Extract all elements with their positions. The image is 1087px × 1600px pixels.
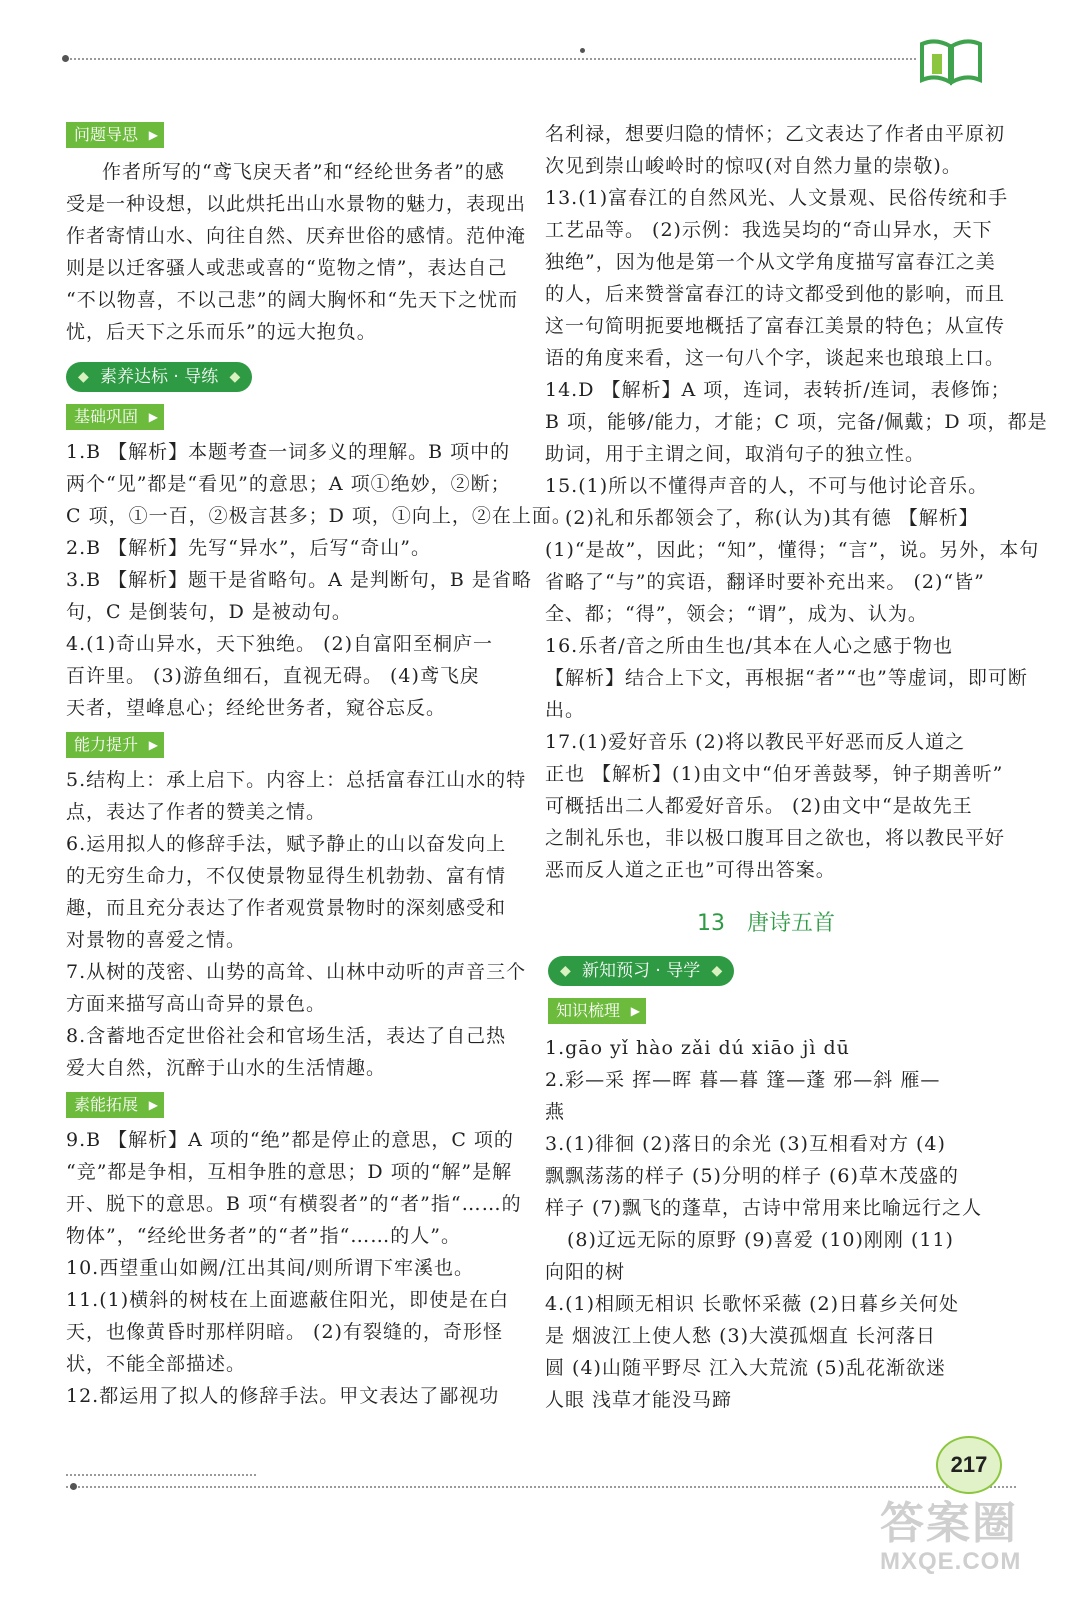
diamond-icon: ◆	[711, 963, 723, 979]
text-line: 飘飘荡荡的样子 (5)分明的样子 (6)草木茂盛的	[545, 1165, 959, 1187]
text-line: 状，不能全部描述。	[66, 1353, 247, 1375]
text-line: 16.乐者/音之所由生也/其本在人心之感于物也	[545, 635, 954, 657]
text-line: 7.从树的茂密、山势的高耸、山林中动听的声音三个	[66, 961, 527, 983]
watermark-url: MXQE.COM	[880, 1548, 1022, 1575]
text-line: (8)辽远无际的原野 (9)喜爱 (10)刚刚 (11)	[567, 1229, 954, 1251]
text-line: 全、都；“得”，领会；“谓”，成为、认为。	[545, 603, 928, 625]
text-line: 13.(1)富春江的自然风光、人文景观、民俗传统和手	[545, 187, 1009, 209]
banner-suyang-dabiao	[66, 362, 252, 392]
text-line: 3.(1)徘徊 (2)落日的余光 (3)互相看对方 (4)	[545, 1133, 946, 1155]
text-line: 圆 (4)山随平野尽 江入大荒流 (5)乱花渐欲迷	[545, 1357, 946, 1379]
text-line: 对景物的喜爱之情。	[66, 929, 247, 951]
text-line: 可概括出二人都爱好音乐。 (2)由文中“是故先王	[545, 795, 973, 817]
text-line: 的人，后来赞誉富春江的诗文都受到他的影响，而且	[545, 283, 1006, 305]
text-line: 天者，望峰息心；经纶世务者，窥谷忘反。	[66, 697, 447, 719]
text-line: 助词，用于主谓之间，取消句子的独立性。	[545, 443, 926, 465]
text-line: 方面来描写高山奇异的景色。	[66, 993, 327, 1015]
text-line: 4.(1)奇山异水，天下独绝。 (2)自富阳至桐庐一	[66, 633, 493, 655]
text-line: 正也 【解析】(1)由文中“伯牙善鼓琴，钟子期善听”	[545, 763, 1004, 785]
footer-dotted-rule-short	[66, 1474, 256, 1476]
lesson-number: 13	[697, 911, 725, 936]
text-line: 之制礼乐也，非以极口腹耳目之欲也，将以教民平好	[545, 827, 1006, 849]
tag-jichu-gonggu: 基础巩固 ▶	[66, 404, 164, 430]
diamond-icon: ◆	[78, 369, 89, 385]
text-line: 燕	[545, 1101, 566, 1123]
text-line: 是 烟波江上使人愁 (3)大漠孤烟直 长河落日	[545, 1325, 937, 1347]
text-line: 天，也像黄昏时那样阴暗。 (2)有裂缝的，奇形怪	[66, 1321, 503, 1343]
text-line: 物体”，“经纶世务者”的“者”指“……的人”。	[66, 1225, 461, 1247]
text-line: 11.(1)横斜的树枝在上面遮蔽住阳光，即使是在白	[66, 1289, 510, 1311]
text-line: 次见到崇山峻岭时的惊叹(对自然力量的崇敬)。	[545, 155, 962, 177]
book-icon	[918, 36, 984, 86]
text-line: 4.(1)相顾无相识 长歌怀采薇 (2)日暮乡关何处	[545, 1293, 960, 1315]
text-line: “竞”都是争相，互相争胜的意思；D 项的“解”是解	[66, 1161, 513, 1183]
text-line: 恶而反人道之正也”可得出答案。	[545, 859, 836, 881]
text-line: 6.运用拟人的修辞手法，赋予静止的山以奋发向上	[66, 833, 507, 855]
text-line: 百许里。 (3)游鱼细石，直视无碍。 (4)鸢飞戾	[66, 665, 480, 687]
text-line: 2.B 【解析】先写“异水”，后写“奇山”。	[66, 537, 431, 559]
text-line: 则是以迁客骚人或悲或喜的“览物之情”，表达自己	[66, 257, 508, 279]
lesson-title	[697, 906, 857, 937]
text-line: (2)礼和乐都领会了，称(认为)其有德 【解析】	[565, 507, 979, 529]
page-number: 217	[936, 1436, 1002, 1494]
text-line: 点，表达了作者的赞美之情。	[66, 801, 327, 823]
tag-suneng-tuozhan: 素能拓展 ▶	[66, 1092, 164, 1118]
text-line: 9.B 【解析】A 项的“绝”都是停止的意思，C 项的	[66, 1129, 514, 1151]
text-line: 【解析】结合上下文，再根据“者”“也”等虚词，即可断	[545, 667, 1028, 689]
banner-label: 素养达标 · 导练	[100, 367, 219, 387]
pinyin-line: 1.gāo yǐ hào zǎi dú xiāo jì dū	[545, 1037, 850, 1059]
text-line: 1.B 【解析】本题考查一词多义的理解。B 项中的	[66, 441, 511, 463]
text-line: 受是一种设想，以此烘托出山水景物的魅力，表现出	[66, 193, 527, 215]
text-line: 作者所写的“鸢飞戾天者”和“经纶世务者”的感	[102, 161, 505, 183]
text-line: 作者寄情山水、向往自然、厌弃世俗的感情。范仲淹	[66, 225, 527, 247]
header-dotted-rule	[66, 58, 916, 60]
watermark-logo: 答案圈	[880, 1499, 1018, 1548]
text-line: 两个“见”都是“看见”的意思；A 项①绝妙，②断；	[66, 473, 511, 495]
text-line: 10.西望重山如阙/江出其间/则所谓下牢溪也。	[66, 1257, 475, 1279]
text-line: 工艺品等。 (2)示例：我选吴均的“奇山异水，天下	[545, 219, 993, 241]
text-line: 2.彩—采 挥—晖 暮—暮 篷—蓬 邪—斜 雁—	[545, 1069, 941, 1091]
text-line: 趣，而且充分表达了作者观赏景物时的深刻感受和	[66, 897, 507, 919]
tag-nengli-tisheng: 能力提升 ▶	[66, 732, 164, 758]
text-line: (1)“是故”，因此；“知”，懂得；“言”，说。另外，本句	[545, 539, 1040, 561]
text-line: C 项，①一百，②极言甚多；D 项，①向上，②在上面。	[66, 505, 572, 527]
tag-zhishi-shuli: 知识梳理 ▶	[548, 998, 646, 1024]
text-line: 出。	[545, 699, 586, 721]
text-line: “不以物喜，不以己悲”的阔大胸怀和“先天下之忧而	[66, 289, 519, 311]
page-number-badge	[936, 1436, 1000, 1492]
text-line: 独绝”，因为他是第一个从文学角度描写富春江之美	[545, 251, 996, 273]
text-line: 句，C 是倒装句，D 是被动句。	[66, 601, 352, 623]
text-line: 的无穷生命力，不仅使景物显得生机勃勃、富有情	[66, 865, 507, 887]
diamond-icon: ◆	[560, 963, 571, 979]
tag-wenti-daosi: 问题导思 ▶	[66, 122, 164, 148]
header-dot	[62, 55, 69, 62]
footer-dotted-rule	[66, 1486, 1016, 1488]
text-line: 名利禄，想要归隐的情怀；乙文表达了作者由平原初	[545, 123, 1006, 145]
text-line: 开、脱下的意思。B 项“有横裂者”的“者”指“……的	[66, 1193, 522, 1215]
text-line: 12.都运用了拟人的修辞手法。甲文表达了鄙视功	[66, 1385, 500, 1407]
text-line: 这一句简明扼要地概括了富春江美景的特色；从宣传	[545, 315, 1006, 337]
text-line: 语的角度来看，这一句八个字，谈起来也琅琅上口。	[545, 347, 1006, 369]
text-line: 忧，后天下之乐而乐”的远大抱负。	[66, 321, 377, 343]
footer-dot	[70, 1483, 77, 1490]
text-line: 14.D 【解析】A 项，连词，表转折/连词，表修饰；	[545, 379, 1011, 401]
text-line: 向阳的树	[545, 1261, 626, 1283]
text-line: 3.B 【解析】题干是省略句。A 是判断句，B 是省略	[66, 569, 532, 591]
banner-xinzhi-yuxi	[548, 956, 734, 986]
lesson-name: 唐诗五首	[747, 911, 836, 936]
text-line: 省略了“与”的宾语，翻译时要补充出来。 (2)“皆”	[545, 571, 985, 593]
banner-label: 新知预习 · 导学	[582, 961, 701, 981]
text-line: 8.含蓄地否定世俗社会和官场生活，表达了自己热	[66, 1025, 507, 1047]
text-line: B 项，能够/能力，才能；C 项，完备/佩戴；D 项，都是	[545, 411, 1048, 433]
text-line: 5.结构上：承上启下。内容上：总括富春江山水的特	[66, 769, 527, 791]
text-line: 15.(1)所以不懂得声音的人，不可与他讨论音乐。	[545, 475, 989, 497]
text-line: 人眼 浅草才能没马蹄	[545, 1389, 733, 1411]
header-dot	[580, 48, 585, 53]
text-line: 17.(1)爱好音乐 (2)将以教民平好恶而反人道之	[545, 731, 966, 753]
watermark	[880, 1500, 1080, 1590]
diamond-icon: ◆	[229, 369, 241, 385]
text-line: 样子 (7)飘飞的蓬草，古诗中常用来比喻远行之人	[545, 1197, 982, 1219]
text-line: 爱大自然，沉醉于山水的生活情趣。	[66, 1057, 387, 1079]
